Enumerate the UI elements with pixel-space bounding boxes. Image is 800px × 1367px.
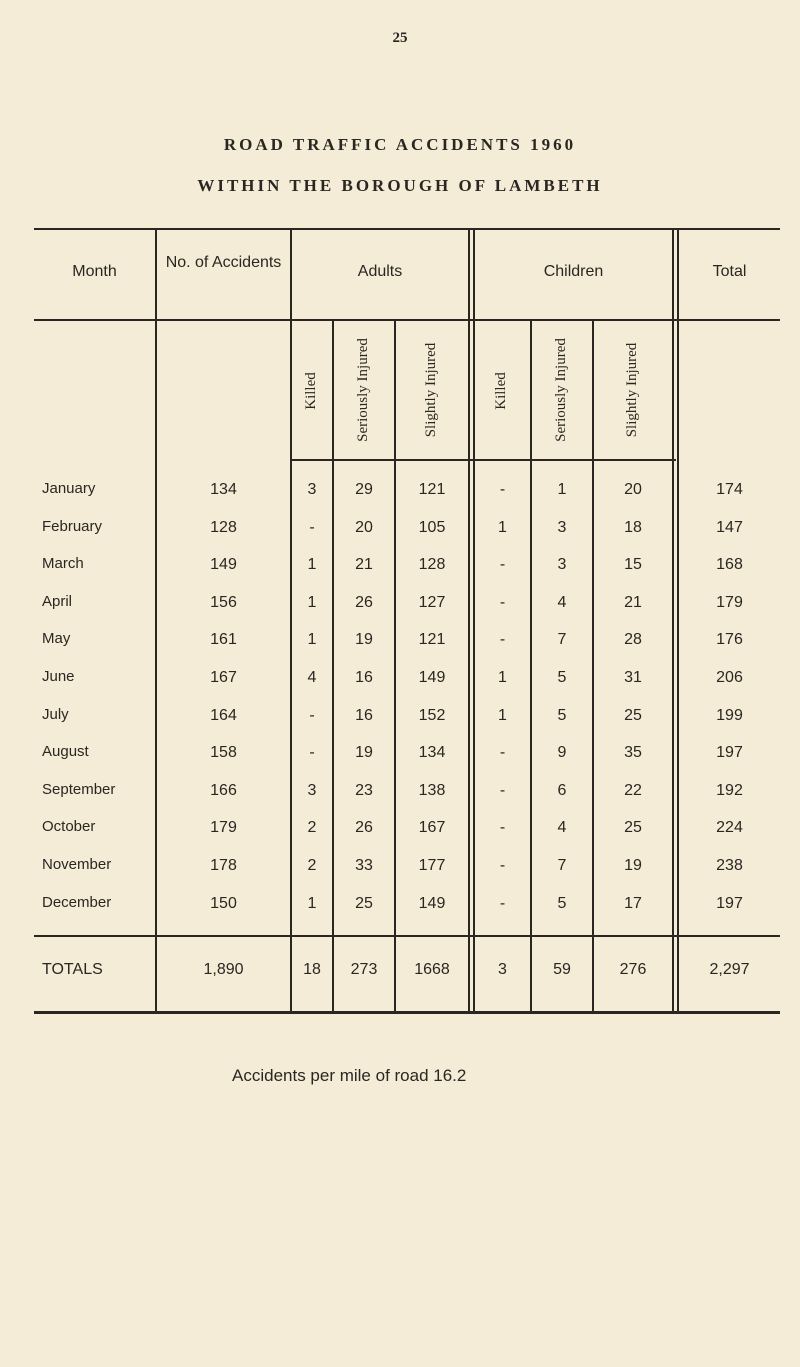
cell-total: 174 bbox=[716, 481, 743, 498]
cell-accidents: 164 bbox=[210, 706, 237, 724]
accidents-table bbox=[34, 228, 780, 1016]
row-month: October bbox=[42, 818, 96, 836]
cell-adult-slight: 128 bbox=[418, 556, 446, 574]
row-month: June bbox=[42, 668, 75, 685]
header-adult-seriously-injured: Seriously Injured bbox=[355, 338, 371, 442]
row-month: July bbox=[42, 705, 69, 723]
row-month: May bbox=[42, 630, 71, 648]
header-month: Month bbox=[72, 263, 117, 280]
cell-total: 224 bbox=[716, 819, 743, 837]
cell-accidents: 128 bbox=[210, 518, 237, 536]
cell-child-killed: 1 bbox=[498, 518, 507, 536]
cell-child-slight: 28 bbox=[624, 631, 642, 649]
cell-child-slight: 20 bbox=[624, 481, 642, 498]
totals-total: 2,297 bbox=[709, 961, 750, 978]
cell-total: 206 bbox=[716, 669, 743, 686]
row-month: November bbox=[42, 856, 112, 873]
cell-child-killed: 1 bbox=[498, 669, 507, 686]
header-adult-slightly-injured: Slightly Injured bbox=[423, 342, 439, 438]
cell-adult-killed: 1 bbox=[307, 556, 317, 574]
cell-adult-slight: 127 bbox=[418, 593, 446, 611]
column-divider bbox=[672, 228, 674, 1014]
cell-child-killed: - bbox=[499, 744, 506, 762]
cell-child-serious: 4 bbox=[557, 819, 567, 837]
totals-rule bbox=[34, 935, 780, 937]
cell-child-serious: 7 bbox=[557, 857, 567, 874]
cell-child-serious: 3 bbox=[557, 556, 567, 574]
totals-child-killed: 3 bbox=[498, 961, 507, 978]
cell-child-slight: 18 bbox=[624, 518, 642, 536]
cell-child-slight: 35 bbox=[624, 744, 642, 762]
table-bottom-rule bbox=[34, 1011, 780, 1014]
cell-total: 147 bbox=[716, 518, 743, 536]
cell-adult-slight: 149 bbox=[418, 894, 446, 912]
header-adult-killed: Killed bbox=[303, 372, 319, 410]
cell-child-killed: - bbox=[499, 781, 506, 799]
page-title: ROAD TRAFFIC ACCIDENTS 1960 bbox=[223, 135, 577, 154]
totals-adult-slight: 1668 bbox=[414, 961, 450, 978]
row-month: February bbox=[42, 517, 103, 535]
cell-adult-slight: 105 bbox=[418, 518, 446, 536]
cell-child-serious: 5 bbox=[557, 894, 567, 912]
totals-adult-killed: 18 bbox=[303, 961, 321, 978]
footer-note: Accidents per mile of road 16.2 bbox=[232, 1066, 467, 1085]
cell-adult-serious: 20 bbox=[355, 518, 373, 536]
cell-adult-serious: 16 bbox=[355, 669, 373, 686]
cell-child-serious: 7 bbox=[557, 631, 567, 649]
cell-total: 176 bbox=[716, 631, 743, 649]
row-month: January bbox=[42, 480, 96, 497]
cell-accidents: 134 bbox=[210, 481, 237, 498]
cell-total: 179 bbox=[716, 593, 743, 611]
cell-total: 192 bbox=[716, 781, 743, 799]
cell-child-slight: 17 bbox=[624, 894, 642, 912]
cell-child-killed: - bbox=[499, 556, 506, 574]
page-number: 25 bbox=[392, 30, 408, 46]
cell-adult-killed: 2 bbox=[307, 819, 317, 837]
page-subtitle: WITHIN THE BOROUGH OF LAMBETH bbox=[197, 176, 603, 195]
header-rule bbox=[34, 319, 780, 321]
cell-adult-slight: 121 bbox=[418, 631, 446, 649]
cell-child-serious: 4 bbox=[557, 593, 567, 611]
cell-adult-killed: 4 bbox=[307, 669, 317, 686]
cell-adult-serious: 25 bbox=[355, 894, 373, 912]
header-child-killed: Killed bbox=[493, 372, 509, 410]
cell-total: 199 bbox=[716, 706, 743, 724]
totals-child-serious: 59 bbox=[553, 961, 571, 978]
cell-adult-killed: 1 bbox=[307, 894, 317, 912]
cell-child-slight: 15 bbox=[624, 556, 642, 574]
cell-accidents: 167 bbox=[210, 669, 237, 686]
cell-total: 238 bbox=[716, 857, 743, 874]
cell-child-serious: 1 bbox=[557, 481, 567, 498]
cell-accidents: 158 bbox=[210, 744, 237, 762]
cell-child-slight: 31 bbox=[624, 669, 642, 686]
cell-child-slight: 22 bbox=[624, 781, 642, 799]
header-total: Total bbox=[712, 263, 747, 280]
row-month: March bbox=[42, 555, 84, 573]
row-month: December bbox=[42, 893, 112, 911]
cell-total: 197 bbox=[716, 894, 743, 912]
header-child-seriously-injured: Seriously Injured bbox=[553, 338, 569, 442]
table-top-rule bbox=[34, 228, 780, 230]
cell-total: 168 bbox=[716, 556, 743, 574]
cell-adult-slight: 152 bbox=[418, 706, 446, 724]
cell-child-serious: 3 bbox=[557, 518, 567, 536]
totals-accidents: 1,890 bbox=[203, 961, 244, 978]
cell-child-killed: - bbox=[499, 819, 506, 837]
cell-accidents: 179 bbox=[210, 819, 237, 837]
cell-child-slight: 25 bbox=[624, 706, 642, 724]
totals-child-slight: 276 bbox=[619, 961, 647, 978]
cell-adult-slight: 134 bbox=[418, 744, 446, 762]
row-month: April bbox=[42, 592, 73, 610]
cell-child-killed: - bbox=[499, 894, 506, 912]
cell-child-serious: 6 bbox=[557, 781, 567, 799]
cell-adult-serious: 29 bbox=[355, 481, 373, 498]
cell-child-serious: 5 bbox=[557, 669, 567, 686]
cell-accidents: 150 bbox=[210, 894, 237, 912]
cell-accidents: 166 bbox=[210, 781, 237, 799]
row-month: September bbox=[42, 780, 116, 798]
cell-accidents: 149 bbox=[210, 556, 237, 574]
cell-accidents: 161 bbox=[210, 631, 237, 649]
totals-adult-serious: 273 bbox=[350, 961, 378, 978]
cell-adult-killed: - bbox=[309, 744, 315, 762]
cell-child-killed: - bbox=[499, 631, 506, 649]
cell-adult-serious: 26 bbox=[355, 819, 373, 837]
cell-adult-slight: 138 bbox=[418, 781, 446, 799]
header-children: Children bbox=[543, 263, 604, 280]
cell-adult-serious: 33 bbox=[355, 857, 373, 874]
cell-child-killed: 1 bbox=[498, 706, 507, 724]
cell-child-slight: 25 bbox=[624, 819, 642, 837]
cell-adult-serious: 23 bbox=[355, 781, 373, 799]
cell-adult-serious: 21 bbox=[355, 556, 373, 574]
cell-adult-serious: 19 bbox=[355, 744, 373, 762]
cell-child-slight: 21 bbox=[624, 593, 642, 611]
header-accidents: No. of Accidents bbox=[165, 254, 282, 271]
header-child-slightly-injured: Slightly Injured bbox=[624, 342, 640, 438]
cell-adult-serious: 19 bbox=[355, 631, 373, 649]
cell-adult-killed: 3 bbox=[307, 781, 317, 799]
cell-adult-serious: 26 bbox=[355, 593, 373, 611]
cell-adult-slight: 149 bbox=[418, 669, 446, 686]
cell-adult-slight: 167 bbox=[418, 819, 446, 837]
header-adults: Adults bbox=[357, 263, 403, 280]
cell-child-serious: 9 bbox=[557, 744, 567, 762]
cell-child-slight: 19 bbox=[624, 857, 642, 874]
row-month: August bbox=[42, 743, 89, 761]
cell-adult-slight: 177 bbox=[418, 857, 446, 874]
cell-total: 197 bbox=[716, 744, 743, 762]
cell-adult-serious: 16 bbox=[355, 706, 373, 724]
cell-adult-killed: 3 bbox=[307, 481, 317, 498]
totals-label: TOTALS bbox=[42, 961, 103, 978]
cell-child-killed: - bbox=[499, 857, 506, 874]
cell-adult-killed: 1 bbox=[307, 593, 317, 611]
cell-adult-killed: - bbox=[309, 706, 315, 724]
cell-child-killed: - bbox=[499, 593, 506, 611]
cell-accidents: 178 bbox=[210, 857, 237, 874]
cell-adult-killed: 2 bbox=[307, 857, 317, 874]
column-divider bbox=[468, 228, 470, 1014]
cell-adult-slight: 121 bbox=[418, 481, 446, 498]
cell-adult-killed: - bbox=[309, 518, 315, 536]
cell-child-serious: 5 bbox=[557, 706, 567, 724]
cell-child-killed: - bbox=[499, 481, 506, 498]
cell-accidents: 156 bbox=[210, 593, 237, 611]
cell-adult-killed: 1 bbox=[307, 631, 317, 649]
